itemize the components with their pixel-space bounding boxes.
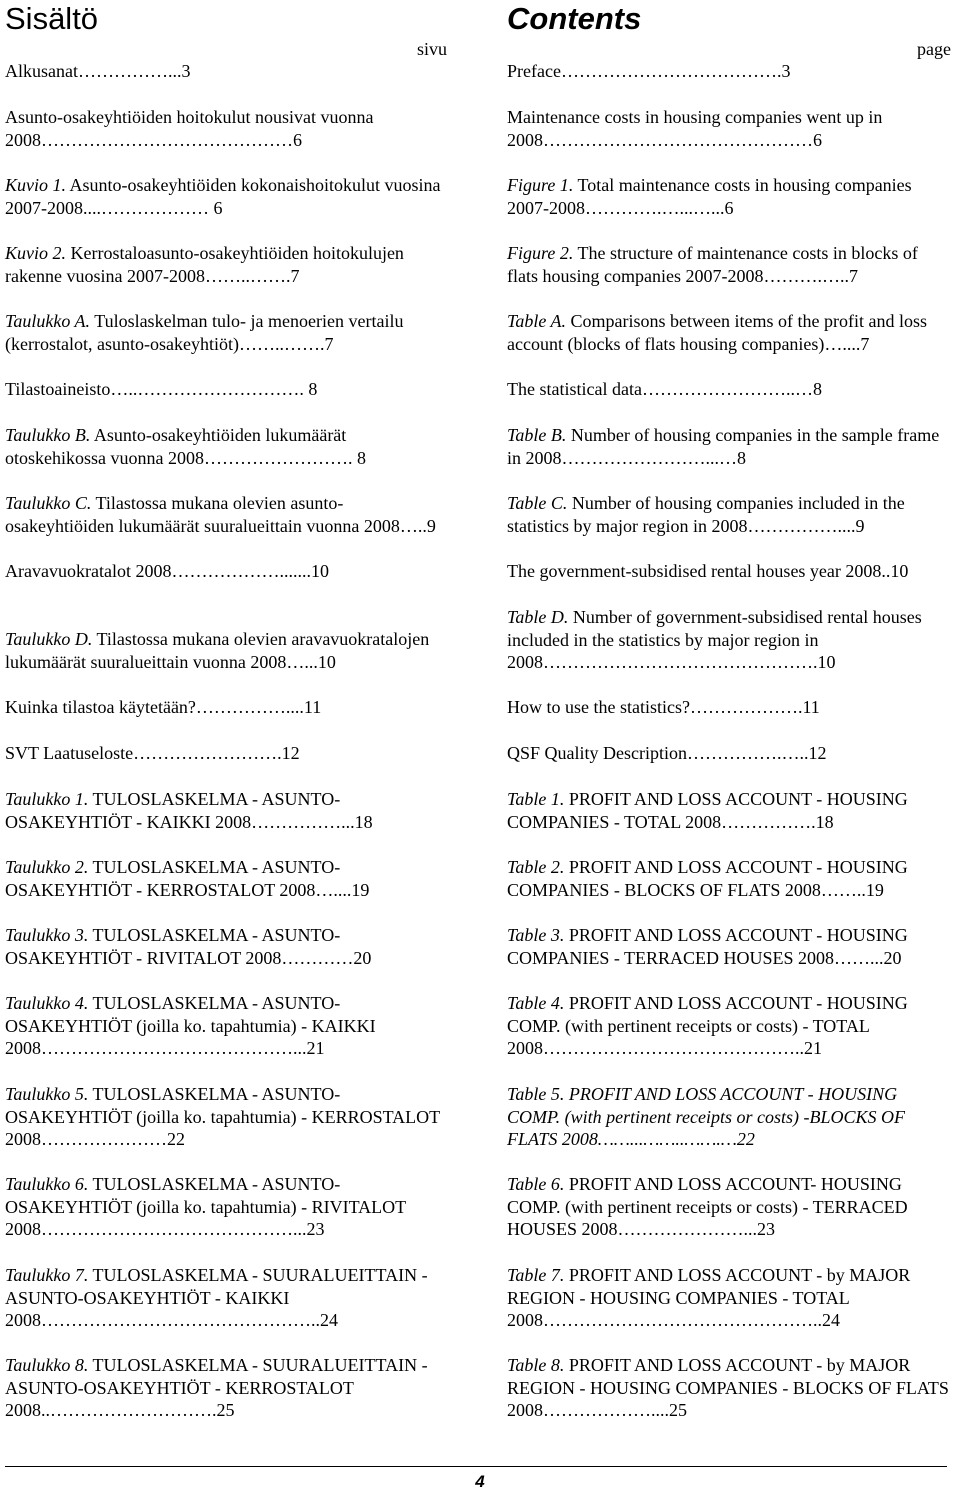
toc-entry-text: Comparisons between items of the profit and loss account (blocks of flats housing companies)…....7 bbox=[507, 311, 927, 354]
toc-entry-label: Table 2. bbox=[507, 857, 565, 877]
toc-entry-label: Kuvio 2. bbox=[5, 243, 66, 263]
toc-entry-text: The statistical data……………………..…8 bbox=[507, 379, 822, 399]
toc-entry[interactable] bbox=[5, 992, 447, 1060]
toc-entry-label: Table 1. bbox=[507, 789, 565, 809]
toc-entry-text: TULOSLASKELMA - ASUNTO-OSAKEYHTIÖT - KERROSTALOT 2008…....19 bbox=[5, 857, 370, 900]
toc-entry[interactable] bbox=[5, 492, 447, 537]
toc-entry-label: Kuvio 1. bbox=[5, 175, 66, 195]
toc-entry[interactable] bbox=[507, 924, 951, 969]
toc-entry-text: PROFIT AND LOSS ACCOUNT - HOUSING COMPANIES - TOTAL 2008…………….18 bbox=[507, 789, 908, 832]
page-column-label-fi: sivu bbox=[416, 39, 447, 59]
page-column-label-en: page bbox=[917, 39, 951, 59]
toc-entry[interactable] bbox=[5, 1083, 447, 1151]
toc-entry[interactable] bbox=[5, 560, 447, 583]
toc-entry-text: Asunto-osakeyhtiöiden lukumäärät otoskehikossa vuonna 2008……………………. 8 bbox=[5, 425, 366, 468]
toc-entry[interactable] bbox=[507, 492, 951, 537]
footer-rule bbox=[5, 1466, 947, 1467]
toc-entry-label: Taulukko 8. bbox=[5, 1355, 89, 1375]
toc-entry-label: Table D. bbox=[507, 607, 569, 627]
toc-entry[interactable] bbox=[5, 174, 447, 219]
toc-entry-label: Table B. bbox=[507, 425, 567, 445]
toc-entry-label: Table 6. bbox=[507, 1174, 565, 1194]
toc-entry-text: How to use the statistics?……………….11 bbox=[507, 697, 820, 717]
toc-entry-text: Asunto-osakeyhtiöiden hoitokulut nousivat vuonna 2008……………………………………6 bbox=[5, 107, 374, 150]
toc-entry-text: Tilastoaineisto…..………………………. 8 bbox=[5, 379, 318, 399]
toc-entry-label: Taulukko 5. bbox=[5, 1084, 89, 1104]
toc-entry[interactable] bbox=[5, 1354, 447, 1422]
toc-entry[interactable] bbox=[507, 310, 951, 355]
toc-entry[interactable] bbox=[5, 242, 447, 287]
toc-entry[interactable] bbox=[5, 696, 447, 719]
toc-entry-text: Tilastossa mukana olevien aravavuokratalojen lukumäärät suuralueittain vuonna 2008…...10 bbox=[5, 629, 430, 672]
toc-entry[interactable] bbox=[5, 856, 447, 901]
toc-entry[interactable] bbox=[507, 242, 951, 287]
toc-entry-text: PROFIT AND LOSS ACCOUNT - HOUSING COMPANIES - BLOCKS OF FLATS 2008……..19 bbox=[507, 857, 908, 900]
toc-entry-text: Tuloslaskelman tulo- ja menoerien vertailu (kerrostalot, asunto-osakeyhtiöt)……..…….7 bbox=[5, 311, 404, 354]
toc-entry-label: Taulukko A. bbox=[5, 311, 91, 331]
toc-entry-text: Alkusanat……………...3 bbox=[5, 61, 191, 81]
toc-entry[interactable] bbox=[5, 60, 447, 83]
toc-entry-label: Taulukko 2. bbox=[5, 857, 89, 877]
toc-entry-label: Taulukko D. bbox=[5, 629, 93, 649]
toc-entry[interactable] bbox=[507, 1173, 951, 1241]
toc-entry[interactable] bbox=[507, 378, 951, 401]
toc-entry[interactable] bbox=[507, 1264, 951, 1332]
toc-entry[interactable] bbox=[5, 378, 447, 401]
toc-entry-text: Tilastossa mukana olevien asunto-osakeyhtiöiden lukumäärät suuralueittain vuonna 2008…..9 bbox=[5, 493, 436, 536]
toc-entry-text: SVT Laatuseloste…………………….12 bbox=[5, 743, 300, 763]
toc-entry[interactable] bbox=[507, 696, 951, 719]
toc-entry[interactable] bbox=[507, 992, 951, 1060]
toc-entry-label: Table 7. bbox=[507, 1265, 565, 1285]
toc-entry-text: The structure of maintenance costs in blocks of flats housing companies 2007-2008……….…..7 bbox=[507, 243, 918, 286]
toc-entry[interactable] bbox=[5, 788, 447, 833]
toc-entry[interactable] bbox=[507, 560, 951, 583]
toc-entry-label: Taulukko 7. bbox=[5, 1265, 89, 1285]
toc-entry-text: PROFIT AND LOSS ACCOUNT - HOUSING COMP. (with pertinent receipts or costs) -BLOCKS OF FLATS 2008……...……..…….…22 bbox=[507, 1084, 905, 1150]
toc-entry-label: Taulukko C. bbox=[5, 493, 92, 513]
toc-entry-text: QSF Quality Description…………….…..12 bbox=[507, 743, 827, 763]
toc-entry[interactable] bbox=[507, 174, 951, 219]
toc-entry[interactable] bbox=[5, 1173, 447, 1241]
toc-entry[interactable] bbox=[507, 1354, 951, 1422]
toc-entry-label: Taulukko 1. bbox=[5, 789, 89, 809]
toc-entry-text: Kerrostaloasunto-osakeyhtiöiden hoitokulujen rakenne vuosina 2007-2008……..…….7 bbox=[5, 243, 404, 286]
toc-entry[interactable] bbox=[507, 742, 951, 765]
toc-entry-label: Table 3. bbox=[507, 925, 565, 945]
toc-heading-en: Contents bbox=[507, 1, 642, 36]
toc-entry-label: Table 8. bbox=[507, 1355, 565, 1375]
toc-entry[interactable] bbox=[507, 788, 951, 833]
toc-entry-text: Number of housing companies in the sample frame in 2008……………………...…8 bbox=[507, 425, 940, 468]
toc-entry-text: The government-subsidised rental houses year 2008..10 bbox=[507, 561, 909, 581]
toc-entry-label: Taulukko 6. bbox=[5, 1174, 89, 1194]
toc-entry[interactable] bbox=[507, 106, 951, 151]
toc-entry[interactable] bbox=[5, 106, 447, 151]
toc-entry-text: Total maintenance costs in housing companies 2007-2008………….…...…...6 bbox=[507, 175, 912, 218]
toc-entry-text: Aravavuokratalot 2008……………….......10 bbox=[5, 561, 329, 581]
toc-entry[interactable] bbox=[507, 1083, 951, 1151]
toc-entry-text: TULOSLASKELMA - ASUNTO-OSAKEYHTIÖT (joilla ko. tapahtumia) - KERROSTALOT 2008…………………22 bbox=[5, 1084, 440, 1150]
toc-entry-text: TULOSLASKELMA - SUURALUEITTAIN - ASUNTO-OSAKEYHTIÖT - KERROSTALOT 2008..……………………….25 bbox=[5, 1355, 428, 1421]
toc-entry-label: Table 5. bbox=[507, 1084, 565, 1104]
toc-heading-fi: Sisältö bbox=[5, 1, 99, 36]
toc-entry[interactable] bbox=[5, 924, 447, 969]
toc-entry-label: Table C. bbox=[507, 493, 568, 513]
toc-entry-text: TULOSLASKELMA - SUURALUEITTAIN - ASUNTO-OSAKEYHTIÖT - KAIKKI 2008………………………………………..24 bbox=[5, 1265, 428, 1331]
toc-entry-text: TULOSLASKELMA - ASUNTO-OSAKEYHTIÖT - KAIKKI 2008……………...18 bbox=[5, 789, 373, 832]
toc-entry[interactable] bbox=[5, 742, 447, 765]
toc-entry[interactable] bbox=[5, 424, 447, 469]
toc-entry-label: Table A. bbox=[507, 311, 567, 331]
toc-entry-text: Number of government-subsidised rental houses included in the statistics by major region in 2008……………………………………….10 bbox=[507, 607, 922, 673]
toc-entry-text: Number of housing companies included in the statistics by major region in 2008……………....9 bbox=[507, 493, 905, 536]
toc-entry-text: Asunto-osakeyhtiöiden kokonaishoitokulut vuosina 2007-2008....……………… 6 bbox=[5, 175, 441, 218]
toc-entry-text: Preface……………………………….3 bbox=[507, 61, 791, 81]
toc-entry[interactable] bbox=[5, 1264, 447, 1332]
toc-entry-text: PROFIT AND LOSS ACCOUNT- HOUSING COMP. (with pertinent receipts or costs) - TERRACED HOUSES 2008…………………...23 bbox=[507, 1174, 908, 1240]
toc-entry[interactable] bbox=[507, 424, 951, 469]
toc-entry-text: Maintenance costs in housing companies went up in 2008………………………………………6 bbox=[507, 107, 883, 150]
toc-entry-text: TULOSLASKELMA - ASUNTO-OSAKEYHTIÖT (joilla ko. tapahtumia) - KAIKKI 2008……………………………………...21 bbox=[5, 993, 376, 1059]
toc-entry-text: TULOSLASKELMA - ASUNTO-OSAKEYHTIÖT (joilla ko. tapahtumia) - RIVITALOT 2008……………………………………...23 bbox=[5, 1174, 406, 1240]
toc-entry-label: Taulukko B. bbox=[5, 425, 91, 445]
toc-entry-text: PROFIT AND LOSS ACCOUNT - by MAJOR REGION - HOUSING COMPANIES - TOTAL 2008………………………………………..24 bbox=[507, 1265, 911, 1331]
toc-entry[interactable] bbox=[507, 606, 951, 674]
toc-entry-text: PROFIT AND LOSS ACCOUNT - HOUSING COMP. (with pertinent receipts or costs) - TOTAL 2008……………………………………..21 bbox=[507, 993, 908, 1059]
toc-entry-text: TULOSLASKELMA - ASUNTO-OSAKEYHTIÖT - RIVITALOT 2008…………20 bbox=[5, 925, 372, 968]
toc-entry-label: Figure 2. bbox=[507, 243, 574, 263]
toc-entry-text: PROFIT AND LOSS ACCOUNT - by MAJOR REGION - HOUSING COMPANIES - BLOCKS OF FLATS 2008………………....25 bbox=[507, 1355, 949, 1421]
toc-entry[interactable] bbox=[507, 856, 951, 901]
page-number: 4 bbox=[475, 1472, 485, 1491]
toc-entry-label: Taulukko 4. bbox=[5, 993, 89, 1013]
toc-entry-label: Taulukko 3. bbox=[5, 925, 89, 945]
toc-entry-text: Kuinka tilastoa käytetään?……………....11 bbox=[5, 697, 322, 717]
toc-entry-text: PROFIT AND LOSS ACCOUNT - HOUSING COMPANIES - TERRACED HOUSES 2008……...20 bbox=[507, 925, 908, 968]
toc-entry-label: Table 4. bbox=[507, 993, 565, 1013]
toc-entry[interactable] bbox=[5, 628, 447, 673]
toc-entry[interactable] bbox=[507, 60, 951, 83]
toc-entry[interactable] bbox=[5, 310, 447, 355]
toc-entry-label: Figure 1. bbox=[507, 175, 574, 195]
